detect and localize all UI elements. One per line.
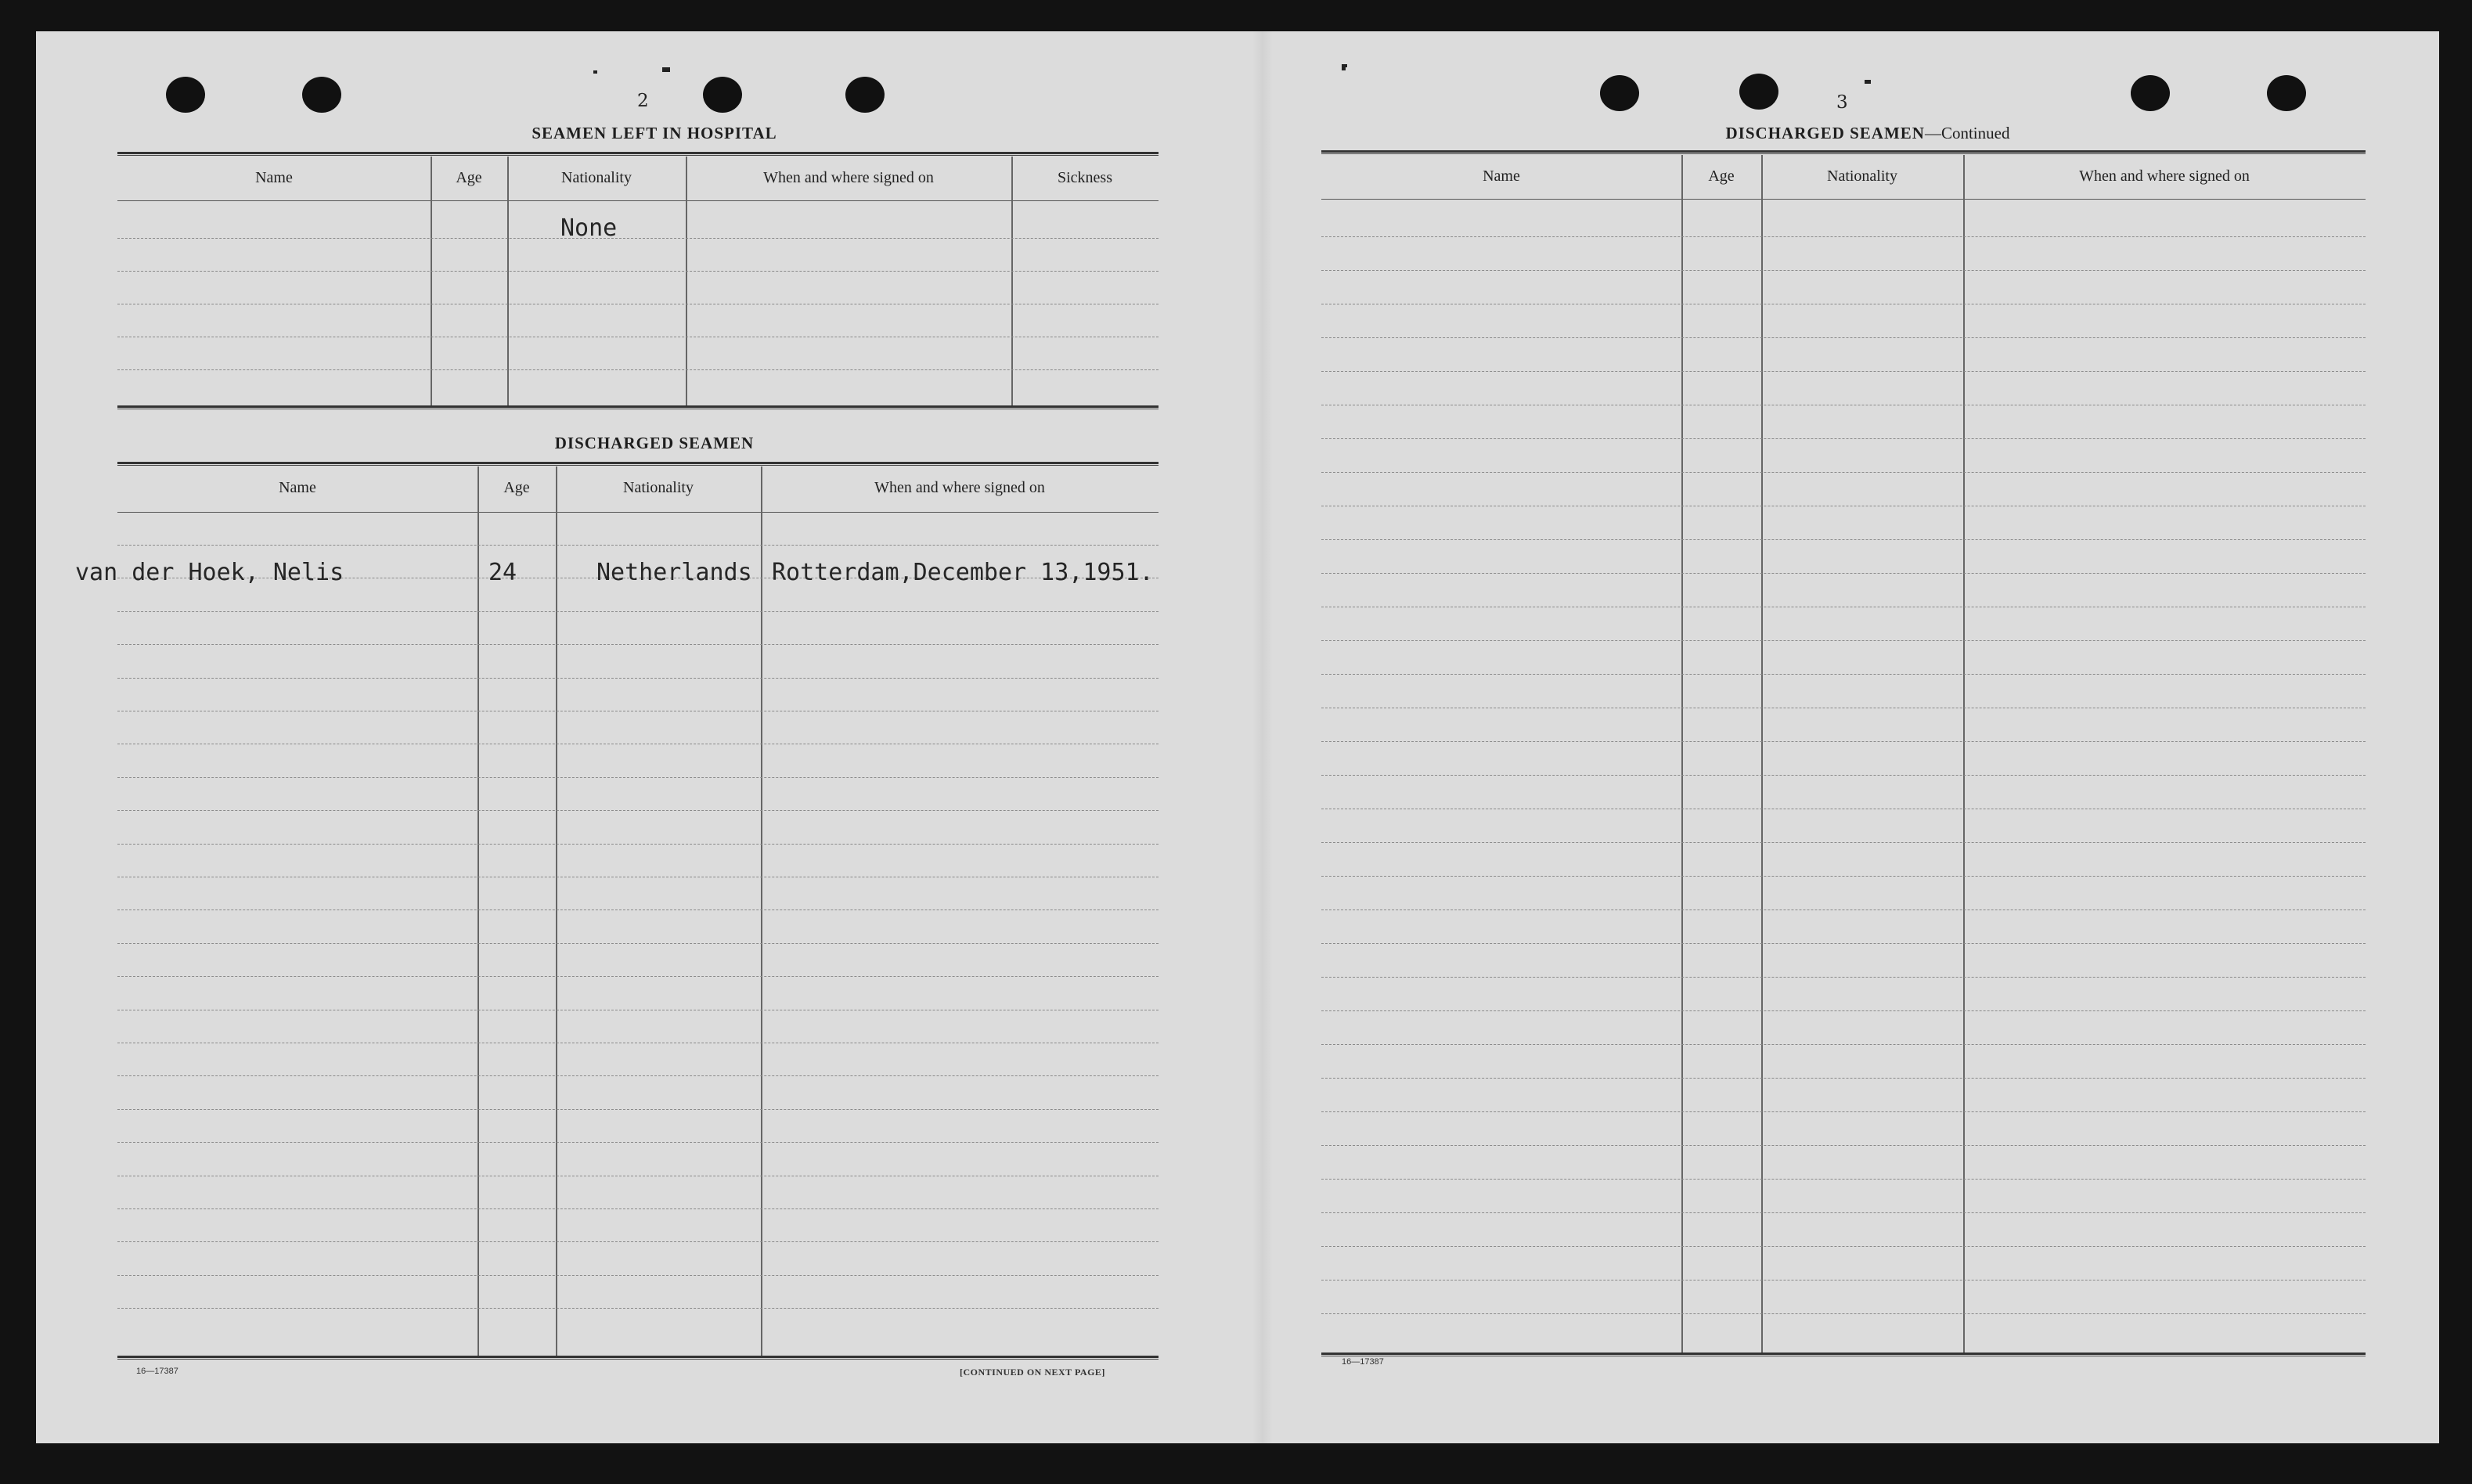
row-line: [1321, 674, 2366, 675]
column-divider: [556, 466, 557, 1356]
form-code-right: 16—17387: [1342, 1357, 1384, 1367]
row-line: [117, 611, 1159, 612]
row-line: [117, 909, 1159, 910]
row-line: [1321, 337, 2366, 338]
discharged-continued-title: [1351, 124, 2384, 143]
row-line: [1321, 573, 2366, 574]
header-rule: [1321, 199, 2366, 200]
form-code-left: 16—17387: [136, 1367, 178, 1376]
col-head-nationality: Nationality: [1827, 167, 1897, 185]
speck: [1342, 67, 1346, 70]
row-line: [117, 1208, 1159, 1209]
table-bottom-rule: [1321, 1353, 2366, 1356]
punch-hole: [1739, 74, 1778, 110]
col-head-signed-on: When and where signed on: [763, 169, 934, 186]
ledger-sheet: [36, 31, 2439, 1443]
row-line: [117, 777, 1159, 778]
row-line: [1321, 1246, 2366, 1247]
table-top-rule: [117, 462, 1159, 466]
row-line: [1321, 1313, 2366, 1314]
speck: [593, 70, 597, 74]
row-line: [1321, 1212, 2366, 1213]
hospital-entry-none: None: [560, 214, 618, 242]
page-fold: [1252, 31, 1273, 1443]
row-line: [117, 1241, 1159, 1242]
col-head-name: Name: [1483, 167, 1520, 185]
row-line: [117, 810, 1159, 811]
discharged-table-left: [75, 462, 1159, 1393]
column-divider: [431, 157, 432, 405]
speck: [1865, 80, 1871, 84]
col-head-signed-on: When and where signed on: [874, 479, 1045, 496]
column-divider: [1761, 155, 1763, 1353]
header-rule: [117, 200, 1159, 201]
row-line: [1321, 438, 2366, 439]
discharged-signed-on: Rotterdam,December 13,1951.: [772, 559, 1154, 586]
hospital-section-title: SEAMEN LEFT IN HOSPITAL: [532, 124, 777, 142]
row-line: [117, 545, 1159, 546]
col-head-age: Age: [456, 169, 482, 186]
row-line: [117, 271, 1159, 272]
row-line: [1321, 1145, 2366, 1146]
row-line: [1321, 775, 2366, 776]
row-line: [1321, 236, 2366, 237]
row-line: [117, 943, 1159, 944]
row-line: [1321, 977, 2366, 978]
punch-hole: [302, 77, 341, 113]
row-line: [1321, 472, 2366, 473]
discharged-name: van der Hoek, Nelis: [75, 559, 344, 586]
column-divider: [686, 157, 687, 405]
row-line: [1321, 539, 2366, 540]
row-line: [117, 1109, 1159, 1110]
row-line: [117, 644, 1159, 645]
row-line: [1321, 1179, 2366, 1180]
row-line: [117, 1142, 1159, 1143]
page-number-left: 2: [637, 91, 649, 111]
row-line: [117, 844, 1159, 845]
row-line: [117, 1075, 1159, 1076]
col-head-name: Name: [279, 479, 316, 496]
row-line: [1321, 1078, 2366, 1079]
row-line: [1321, 371, 2366, 372]
table-bottom-rule: [117, 405, 1159, 409]
discharged-age: 24: [488, 559, 517, 586]
col-head-age: Age: [1708, 167, 1735, 185]
punch-hole: [2131, 75, 2170, 111]
punch-hole: [703, 77, 742, 113]
discharged-table-right: [1321, 150, 2366, 1387]
hospital-table: [117, 152, 1159, 449]
continued-note: [CONTINUED ON NEXT PAGE]: [960, 1367, 1105, 1378]
row-line: [1321, 741, 2366, 742]
row-line: [1321, 909, 2366, 910]
table-top-rule: [117, 152, 1159, 156]
row-line: [1321, 842, 2366, 843]
row-line: [1321, 1111, 2366, 1112]
table-bottom-rule: [117, 1356, 1159, 1360]
punch-hole: [2267, 75, 2306, 111]
row-line: [1321, 1044, 2366, 1045]
row-line: [1321, 640, 2366, 641]
row-line: [117, 369, 1159, 370]
discharged-section-title: DISCHARGED SEAMEN: [554, 434, 755, 452]
column-divider: [507, 157, 509, 405]
col-head-nationality: Nationality: [623, 479, 694, 496]
row-line: [117, 976, 1159, 977]
row-line: [117, 1275, 1159, 1276]
row-line: [1321, 270, 2366, 271]
column-divider: [1963, 155, 1965, 1353]
page-number-right: 3: [1836, 92, 1848, 113]
column-divider: [477, 466, 479, 1356]
row-line: [1321, 876, 2366, 877]
title-suffix: —Continued: [1924, 124, 2010, 142]
column-divider: [1681, 155, 1683, 1353]
punch-hole: [166, 77, 205, 113]
header-rule: [117, 512, 1159, 513]
col-head-age: Age: [503, 479, 530, 496]
row-line: [117, 238, 1159, 239]
table-top-rule: [1321, 150, 2366, 154]
title-main: DISCHARGED SEAMEN: [1725, 124, 1925, 142]
col-head-signed-on: When and where signed on: [2079, 167, 2250, 185]
row-line: [117, 1308, 1159, 1309]
col-head-nationality: Nationality: [561, 169, 632, 186]
row-line: [117, 678, 1159, 679]
col-head-sickness: Sickness: [1058, 169, 1112, 186]
speck: [662, 67, 670, 72]
punch-hole: [845, 77, 885, 113]
punch-hole: [1600, 75, 1639, 111]
column-divider: [1011, 157, 1013, 405]
row-line: [1321, 1010, 2366, 1011]
discharged-nationality: Netherlands: [596, 559, 752, 586]
speck: [1342, 64, 1347, 67]
col-head-name: Name: [255, 169, 293, 186]
column-divider: [761, 466, 762, 1356]
row-line: [1321, 943, 2366, 944]
